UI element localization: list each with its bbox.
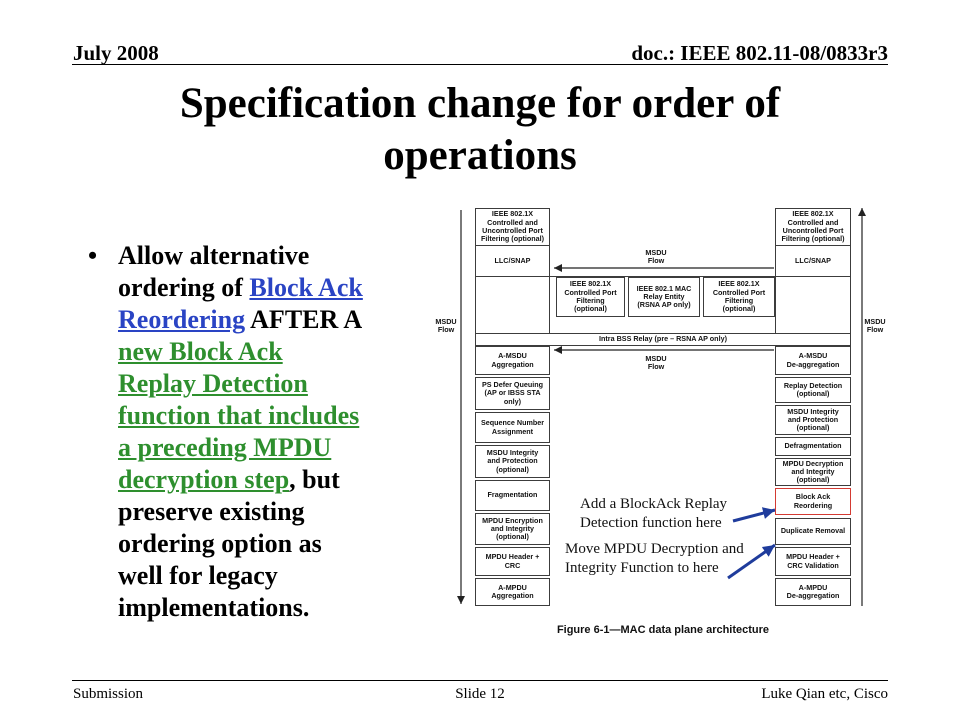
rx-amsdu-deaggregation-box: A-MSDU De-aggregation (775, 346, 851, 375)
left-flow-label: MSDU Flow (435, 317, 457, 335)
tx-ps-defer-queuing-box: PS Defer Queuing (AP or IBSS STA only) (475, 377, 550, 410)
rx-ampdu-deaggregation-box: A-MPDU De-aggregation (775, 578, 851, 606)
bullet-line (118, 336, 363, 368)
tx-column-spacer (475, 276, 550, 334)
bullet-line (118, 464, 363, 496)
bullet-line (118, 592, 363, 624)
footer-slide-number: Slide 12 (455, 686, 505, 702)
bullet-text-segment: well for legacy (118, 561, 278, 590)
tx-sequence-number-box: Sequence Number Assignment (475, 412, 550, 443)
bullet-line (118, 496, 363, 528)
block-ack-reordering-link[interactable]: Block Ack (249, 273, 363, 302)
add-replay-detection-note: Add a BlockAck Replay Detection function here (580, 496, 728, 531)
tx-mpdu-encryption-box: MPDU Encryption and Integrity (optional) (475, 513, 550, 545)
header-rule (72, 64, 888, 65)
replay-detection-link[interactable]: new Block Ack (118, 337, 283, 366)
rx-duplicate-removal-box: Duplicate Removal (775, 518, 851, 545)
bullet-line (118, 432, 363, 464)
rx-mpdu-decryption-box: MPDU Decryption and Integrity (optional) (775, 458, 851, 486)
rx-mpdu-header-crc-box: MPDU Header + CRC Validation (775, 547, 851, 576)
slide-title (0, 78, 960, 182)
rx-defragmentation-box: Defragmentation (775, 437, 851, 456)
tx-port-filtering-box: IEEE 802.1X Controlled and Uncontrolled Port Filtering (optional) (475, 208, 550, 246)
bullet-line (118, 528, 363, 560)
rx-replay-detection-box: Replay Detection (optional) (775, 377, 851, 403)
replay-detection-link[interactable]: function that includes (118, 401, 360, 430)
header-date: July 2008 (73, 41, 159, 65)
bullet-text (118, 240, 363, 624)
mac-relay-entity-box: IEEE 802.1 MAC Relay Entity (RSNA AP only) (628, 277, 700, 317)
block-ack-reordering-link[interactable]: Reordering (118, 305, 246, 334)
rx-column-spacer (775, 276, 851, 334)
header-doc-id: doc.: IEEE 802.11-08/0833r3 (631, 41, 888, 65)
tx-msdu-integrity-box: MSDU Integrity and Protection (optional) (475, 445, 550, 478)
relay-port-filtering-box: IEEE 802.1X Controlled Port Filtering (optional) (703, 277, 775, 317)
bullet-text-segment: preserve existing (118, 497, 305, 526)
bullet-text-segment: implementations. (118, 593, 310, 622)
slide-title-line: operations (383, 132, 577, 179)
tx-ampdu-aggregation-box: A-MPDU Aggregation (475, 578, 550, 606)
tx-llc-snap-box: LLC/SNAP (475, 245, 550, 277)
bullet-text-segment: , but (289, 465, 340, 494)
move-decryption-note: Move MPDU Decryption and Integrity Function to here (565, 541, 744, 576)
footer-rule (72, 680, 888, 681)
bullet-text-segment: AFTER A (245, 305, 363, 334)
bullet-text-segment: Allow alternative (118, 241, 310, 270)
bullet-line (118, 272, 363, 304)
bullet-text-segment: ordering option as (118, 529, 322, 558)
bullet-line (118, 368, 363, 400)
rx-llc-snap-box: LLC/SNAP (775, 245, 851, 277)
right-flow-label: MSDU Flow (864, 317, 886, 335)
tx-fragmentation-box: Fragmentation (475, 480, 550, 511)
upper-flow-label: MSDU Flow (645, 248, 667, 266)
bullet-line (118, 240, 363, 272)
replay-detection-link[interactable]: decryption step (118, 465, 290, 494)
rx-msdu-integrity-box: MSDU Integrity and Protection (optional) (775, 405, 851, 435)
slide-title-line: Specification change for order of (179, 80, 781, 127)
bullet-line (118, 304, 363, 336)
lower-flow-label: MSDU Flow (645, 354, 667, 372)
bullet-line (118, 560, 363, 592)
relay-port-filtering-box: IEEE 802.1X Controlled Port Filtering (optional) (556, 277, 625, 317)
replay-detection-link[interactable]: a preceding MPDU (118, 433, 332, 462)
bullet-line (118, 400, 363, 432)
replay-detection-pointer-arrow (733, 510, 775, 521)
tx-amsdu-aggregation-box: A-MSDU Aggregation (475, 346, 550, 375)
footer-author: Luke Qian etc, Cisco (761, 686, 888, 702)
intra-bss-relay-band: Intra BSS Relay (pre – RSNA AP only) (475, 333, 851, 346)
bullet-marker: • (88, 241, 98, 270)
bullet-text-segment: ordering of (118, 273, 250, 302)
rx-block-ack-reordering-box: Block Ack Reordering (775, 488, 851, 515)
rx-port-filtering-box: IEEE 802.1X Controlled and Uncontrolled Port Filtering (optional) (775, 208, 851, 246)
figure-caption: Figure 6-1—MAC data plane architecture (556, 624, 770, 636)
replay-detection-link[interactable]: Replay Detection (118, 369, 308, 398)
tx-mpdu-header-crc-box: MPDU Header + CRC (475, 547, 550, 576)
footer-submission: Submission (73, 686, 144, 702)
